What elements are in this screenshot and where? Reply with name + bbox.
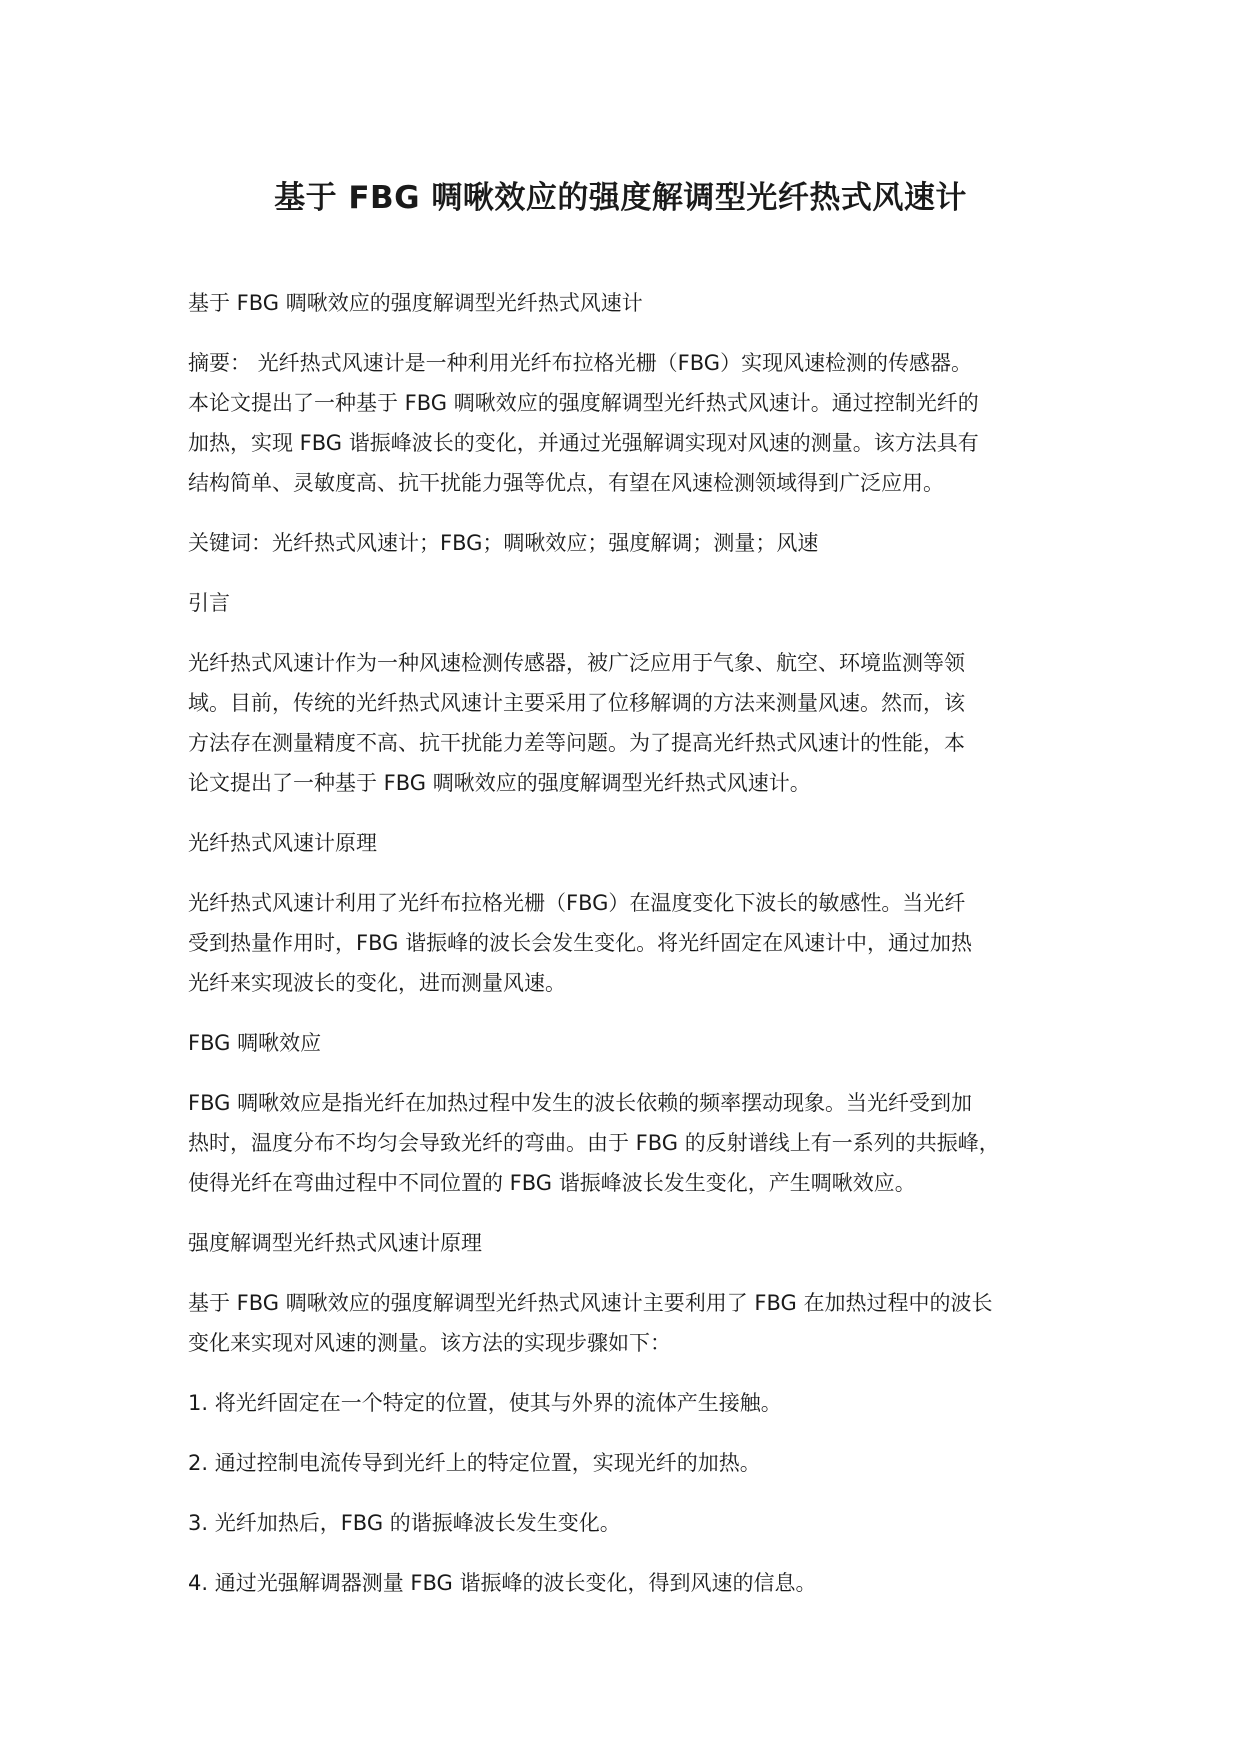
principle-line: 受到热量作用时，FBG 谐振峰的波长会发生变化。将光纤固定在风速计中，通过加热 <box>188 931 973 955</box>
chirp-paragraph <box>188 1083 1088 1203</box>
intro-line: 域。目前，传统的光纤热式风速计主要采用了位移解调的方法来测量风速。然而，该 <box>188 691 965 715</box>
document-title: 基于 FBG 啁啾效应的强度解调型光纤热式风速计 <box>274 180 967 216</box>
principle-paragraph <box>188 883 1088 1003</box>
chirp-line: 使得光纤在弯曲过程中不同位置的 FBG 谐振峰波长发生变化，产生啁啾效应。 <box>188 1171 916 1195</box>
document-body <box>188 283 1088 1623</box>
intro-line: 论文提出了一种基于 FBG 啁啾效应的强度解调型光纤热式风速计。 <box>188 771 811 795</box>
subtitle: 基于 FBG 啁啾效应的强度解调型光纤热式风速计 <box>188 291 643 315</box>
chirp-line: FBG 啁啾效应是指光纤在加热过程中发生的波长依赖的频率摆动现象。当光纤受到加 <box>188 1091 973 1115</box>
abstract-line: 结构简单、灵敏度高、抗干扰能力强等优点，有望在风速检测领域得到广泛应用。 <box>188 471 944 495</box>
principle-line: 光纤热式风速计利用了光纤布拉格光栅（FBG）在温度变化下波长的敏感性。当光纤 <box>188 891 966 915</box>
step-item: 4. 通过光强解调器测量 FBG 谐振峰的波长变化，得到风速的信息。 <box>188 1571 817 1595</box>
step-item: 2. 通过控制电流传导到光纤上的特定位置，实现光纤的加热。 <box>188 1451 761 1475</box>
abstract-paragraph <box>188 343 1088 503</box>
step-item: 1. 将光纤固定在一个特定的位置，使其与外界的流体产生接触。 <box>188 1391 782 1415</box>
chirp-line: 热时，温度分布不均匀会导致光纤的弯曲。由于 FBG 的反射谱线上有一系列的共振峰， <box>188 1131 1000 1155</box>
principle-heading: 光纤热式风速计原理 <box>188 831 377 855</box>
demod-heading: 强度解调型光纤热式风速计原理 <box>188 1231 482 1255</box>
intro-line: 方法存在测量精度不高、抗干扰能力差等问题。为了提高光纤热式风速计的性能，本 <box>188 731 965 755</box>
intro-heading: 引言 <box>188 591 230 615</box>
abstract-line: 本论文提出了一种基于 FBG 啁啾效应的强度解调型光纤热式风速计。通过控制光纤的 <box>188 391 979 415</box>
intro-paragraph <box>188 643 1088 803</box>
principle-line: 光纤来实现波长的变化，进而测量风速。 <box>188 971 566 995</box>
abstract-line: 加热，实现 FBG 谐振峰波长的变化，并通过光强解调实现对风速的测量。该方法具有 <box>188 431 979 455</box>
demod-line: 基于 FBG 啁啾效应的强度解调型光纤热式风速计主要利用了 FBG 在加热过程中的波长 <box>188 1291 993 1315</box>
demod-paragraph <box>188 1283 1088 1363</box>
step-item: 3. 光纤加热后，FBG 的谐振峰波长发生变化。 <box>188 1511 621 1535</box>
demod-line: 变化来实现对风速的测量。该方法的实现步骤如下： <box>188 1331 671 1355</box>
chirp-heading: FBG 啁啾效应 <box>188 1031 322 1055</box>
abstract-line: 摘要： 光纤热式风速计是一种利用光纤布拉格光栅（FBG）实现风速检测的传感器。 <box>188 351 973 375</box>
intro-line: 光纤热式风速计作为一种风速检测传感器，被广泛应用于气象、航空、环境监测等领 <box>188 651 965 675</box>
keywords: 关键词：光纤热式风速计；FBG；啁啾效应；强度解调；测量；风速 <box>188 531 819 555</box>
